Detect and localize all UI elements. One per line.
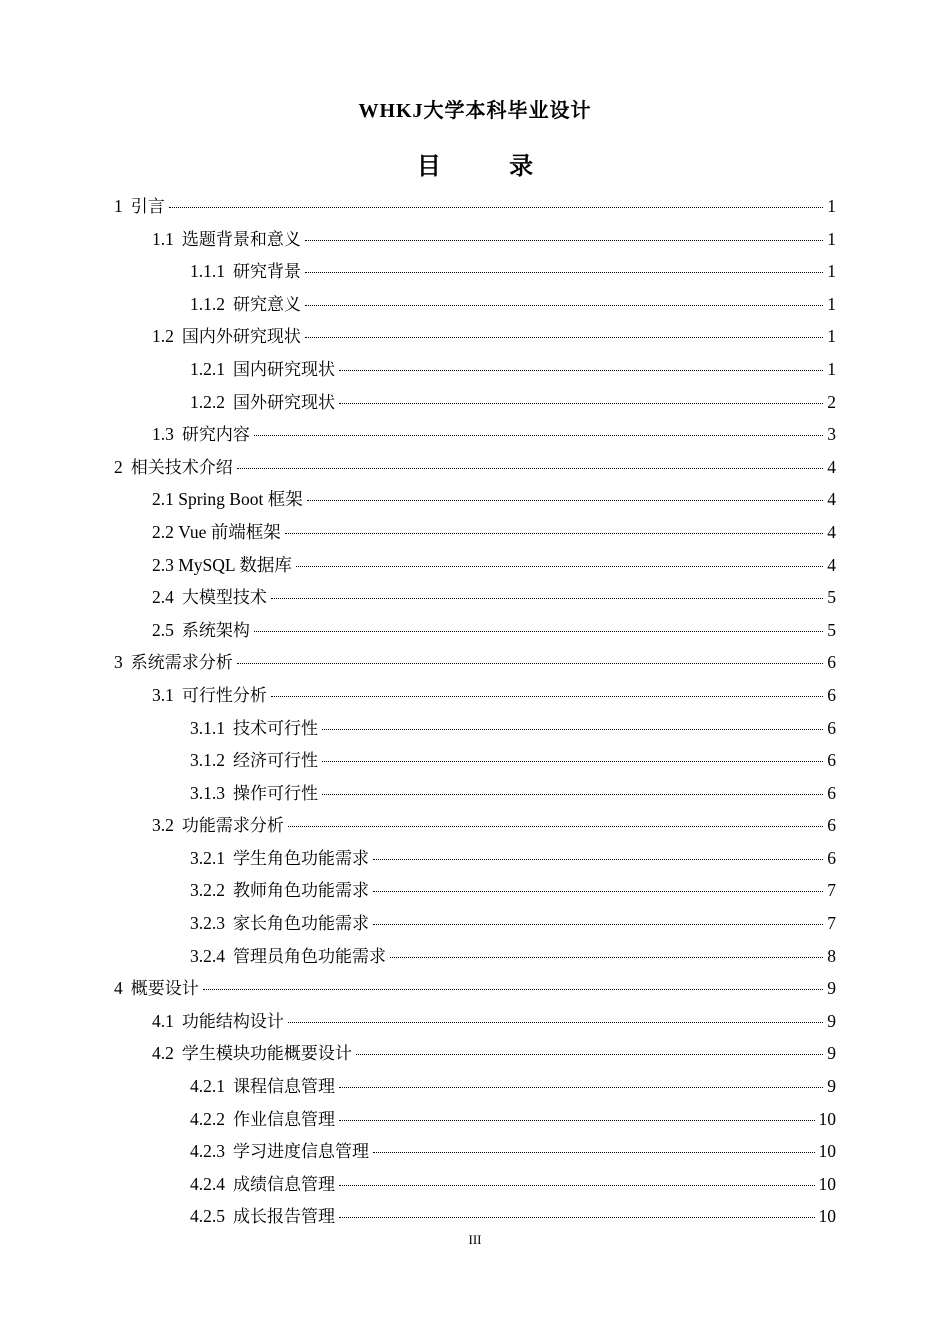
toc-entry-title: 教师角色功能需求 xyxy=(233,881,369,902)
toc-entry-title: 概要设计 xyxy=(130,979,199,1000)
toc-leader-dots xyxy=(373,890,823,892)
toc-entry[interactable] xyxy=(0,483,950,516)
toc-entry-page: 2 xyxy=(827,391,836,412)
toc-entry[interactable] xyxy=(0,1005,950,1038)
toc-entry-title: 国内研究现状 xyxy=(233,359,335,380)
toc-entry-page: 6 xyxy=(827,750,836,771)
toc-leader-dots xyxy=(237,467,824,469)
toc-entry-number: 3.1.3 xyxy=(190,782,225,803)
toc-entry-page: 1 xyxy=(827,358,836,379)
toc-entry-page: 1 xyxy=(827,293,836,314)
toc-leader-dots xyxy=(271,597,823,599)
toc-entry-page: 10 xyxy=(818,1141,836,1162)
toc-entry-number: 4 xyxy=(114,978,123,999)
toc-entry[interactable] xyxy=(0,874,950,907)
table-of-contents xyxy=(0,190,950,1233)
toc-entry-page: 1 xyxy=(827,326,836,347)
toc-entry-page: 1 xyxy=(827,261,836,282)
toc-entry-title: 系统架构 xyxy=(181,620,250,641)
toc-leader-dots xyxy=(373,923,823,925)
toc-entry-number: 1.3 xyxy=(152,424,174,445)
toc-leader-dots xyxy=(271,695,823,697)
toc-leader-dots xyxy=(339,1119,815,1121)
toc-leader-dots xyxy=(288,1021,823,1023)
toc-entry-page: 3 xyxy=(827,424,836,445)
toc-entry-title: 技术可行性 xyxy=(233,718,318,739)
toc-entry[interactable] xyxy=(0,646,950,679)
toc-leader-dots xyxy=(254,434,823,436)
toc-entry-title: 系统需求分析 xyxy=(130,653,233,674)
toc-entry-number: 1.1.2 xyxy=(190,293,225,314)
toc-leader-dots xyxy=(307,499,824,501)
toc-leader-dots xyxy=(169,206,824,208)
toc-entry-title: 功能结构设计 xyxy=(181,1011,284,1032)
toc-entry-title: Vue 前端框架 xyxy=(178,521,281,542)
toc-entry-number: 2.1 xyxy=(152,489,174,510)
toc-entry-title: 研究内容 xyxy=(181,425,250,446)
toc-entry[interactable] xyxy=(0,190,950,223)
toc-entry[interactable] xyxy=(0,809,950,842)
toc-entry-number: 4.2.5 xyxy=(190,1206,225,1227)
toc-entry-page: 5 xyxy=(827,587,836,608)
toc-entry-page: 9 xyxy=(827,1076,836,1097)
toc-entry-number: 2.5 xyxy=(152,619,174,640)
toc-leader-dots xyxy=(339,402,823,404)
toc-entry-number: 3.1.2 xyxy=(190,750,225,771)
toc-entry-title: 引言 xyxy=(130,197,165,217)
toc-entry-number: 3.2.4 xyxy=(190,945,225,966)
toc-entry-number: 2 xyxy=(114,456,123,477)
toc-entry-page: 10 xyxy=(818,1206,836,1227)
toc-entry-title: 国外研究现状 xyxy=(233,392,335,413)
toc-entry-page: 6 xyxy=(827,815,836,836)
toc-entry-title: 操作可行性 xyxy=(233,783,318,804)
toc-entry[interactable] xyxy=(0,320,950,353)
toc-entry-title: 学生角色功能需求 xyxy=(233,848,369,869)
toc-entry[interactable] xyxy=(0,288,950,321)
toc-entry-number: 1.1.1 xyxy=(190,261,225,282)
toc-leader-dots xyxy=(288,825,823,827)
toc-entry-number: 3.1.1 xyxy=(190,717,225,738)
toc-entry-page: 6 xyxy=(827,684,836,705)
toc-leader-dots xyxy=(390,956,823,958)
toc-entry[interactable] xyxy=(0,549,950,582)
toc-entry[interactable] xyxy=(0,1168,950,1201)
toc-entry-number: 4.2.2 xyxy=(190,1108,225,1129)
toc-entry-page: 1 xyxy=(827,196,836,216)
toc-entry-page: 6 xyxy=(827,847,836,868)
toc-entry[interactable] xyxy=(0,223,950,256)
toc-entry-title: 相关技术介绍 xyxy=(130,457,233,478)
toc-entry[interactable] xyxy=(0,386,950,419)
toc-entry-page: 10 xyxy=(818,1108,836,1129)
toc-entry-title: 家长角色功能需求 xyxy=(233,914,369,935)
toc-entry-number: 1.2.1 xyxy=(190,358,225,379)
toc-entry-title: 可行性分析 xyxy=(181,685,267,706)
toc-entry[interactable] xyxy=(0,581,950,614)
toc-entry-number: 4.2.4 xyxy=(190,1173,225,1194)
toc-entry[interactable] xyxy=(0,972,950,1005)
toc-entry-number: 3.2.3 xyxy=(190,913,225,934)
toc-entry[interactable] xyxy=(0,614,950,647)
toc-leader-dots xyxy=(296,565,823,567)
toc-leader-dots xyxy=(305,336,823,338)
toc-entry-title: 选题背景和意义 xyxy=(181,229,301,250)
toc-entry-number: 2.3 xyxy=(152,554,174,575)
toc-entry-number: 3.1 xyxy=(152,684,174,705)
toc-entry-number: 1.1 xyxy=(152,228,174,249)
toc-entry-title: 研究背景 xyxy=(233,262,301,283)
toc-entry-title: 课程信息管理 xyxy=(233,1077,335,1098)
toc-entry-page: 4 xyxy=(827,489,836,510)
page-number: III xyxy=(468,1232,482,1247)
toc-leader-dots xyxy=(305,239,823,241)
toc-entry-title: Spring Boot 框架 xyxy=(178,489,303,510)
toc-entry-page: 9 xyxy=(827,1043,836,1064)
toc-entry-page: 6 xyxy=(827,717,836,738)
toc-entry[interactable] xyxy=(0,418,950,451)
toc-entry[interactable] xyxy=(0,712,950,745)
toc-entry-number: 3.2.1 xyxy=(190,847,225,868)
toc-entry[interactable] xyxy=(0,842,950,875)
toc-leader-dots xyxy=(339,1086,823,1088)
document-header-title: WHKJ大学本科毕业设计 xyxy=(358,100,592,122)
toc-leader-dots xyxy=(339,369,823,371)
toc-entry-title: 学生模块功能概要设计 xyxy=(181,1044,352,1065)
toc-leader-dots xyxy=(322,728,823,730)
toc-entry-number: 3 xyxy=(114,652,123,673)
toc-entry-page: 4 xyxy=(827,521,836,542)
toc-entry-number: 4.2.1 xyxy=(190,1076,225,1097)
toc-leader-dots xyxy=(305,304,823,306)
toc-entry-title: 经济可行性 xyxy=(233,751,318,772)
toc-leader-dots xyxy=(285,532,824,534)
toc-entry-page: 7 xyxy=(827,913,836,934)
toc-leader-dots xyxy=(339,1216,815,1218)
toc-entry[interactable] xyxy=(0,451,950,484)
toc-leader-dots xyxy=(373,1151,815,1153)
toc-leader-dots xyxy=(373,858,823,860)
toc-entry[interactable] xyxy=(0,353,950,386)
toc-entry-title: 大模型技术 xyxy=(181,588,267,609)
toc-entry-page: 5 xyxy=(827,619,836,640)
toc-entry-number: 4.1 xyxy=(152,1010,174,1031)
toc-leader-dots xyxy=(254,630,823,632)
toc-entry[interactable] xyxy=(0,744,950,777)
toc-entry-page: 6 xyxy=(827,652,836,673)
toc-entry[interactable] xyxy=(0,679,950,712)
toc-entry-page: 4 xyxy=(827,554,836,575)
toc-entry[interactable] xyxy=(0,1070,950,1103)
toc-title: 目 录 xyxy=(416,152,564,180)
toc-entry-number: 2.4 xyxy=(152,587,174,608)
toc-entry-number: 1 xyxy=(114,196,123,216)
toc-entry[interactable] xyxy=(0,516,950,549)
toc-entry-page: 4 xyxy=(827,456,836,477)
toc-leader-dots xyxy=(203,988,824,990)
toc-entry-page: 10 xyxy=(818,1173,836,1194)
toc-entry-title: 成绩信息管理 xyxy=(233,1174,335,1195)
toc-leader-dots xyxy=(339,1184,815,1186)
toc-entry-page: 6 xyxy=(827,782,836,803)
toc-entry-title: 研究意义 xyxy=(233,294,301,315)
toc-entry-title: 成长报告管理 xyxy=(233,1207,335,1228)
toc-entry-number: 4.2 xyxy=(152,1043,174,1064)
toc-leader-dots xyxy=(237,662,824,664)
toc-entry[interactable] xyxy=(0,255,950,288)
toc-entry-title: MySQL 数据库 xyxy=(178,554,292,575)
toc-entry-title: 国内外研究现状 xyxy=(181,327,301,348)
toc-entry-number: 1.2 xyxy=(152,326,174,347)
toc-entry[interactable] xyxy=(0,1200,950,1233)
toc-entry[interactable] xyxy=(0,1103,950,1136)
toc-entry[interactable] xyxy=(0,1135,950,1168)
toc-leader-dots xyxy=(356,1053,823,1055)
toc-entry-page: 9 xyxy=(827,978,836,999)
toc-leader-dots xyxy=(322,760,823,762)
toc-entry-number: 3.2.2 xyxy=(190,880,225,901)
toc-leader-dots xyxy=(305,271,823,273)
toc-entry-page: 1 xyxy=(827,228,836,249)
toc-entry-number: 4.2.3 xyxy=(190,1141,225,1162)
toc-leader-dots xyxy=(322,793,823,795)
toc-entry[interactable] xyxy=(0,907,950,940)
toc-entry-title: 学习进度信息管理 xyxy=(233,1142,369,1163)
toc-entry-page: 7 xyxy=(827,880,836,901)
toc-entry-number: 2.2 xyxy=(152,521,174,542)
toc-entry[interactable] xyxy=(0,1037,950,1070)
toc-entry-number: 3.2 xyxy=(152,815,174,836)
toc-entry-number: 1.2.2 xyxy=(190,391,225,412)
toc-entry-page: 9 xyxy=(827,1010,836,1031)
toc-entry[interactable] xyxy=(0,940,950,973)
toc-entry-title: 作业信息管理 xyxy=(233,1109,335,1130)
toc-entry-title: 功能需求分析 xyxy=(181,816,284,837)
toc-entry[interactable] xyxy=(0,777,950,810)
toc-entry-page: 8 xyxy=(827,945,836,966)
toc-entry-title: 管理员角色功能需求 xyxy=(233,946,386,967)
